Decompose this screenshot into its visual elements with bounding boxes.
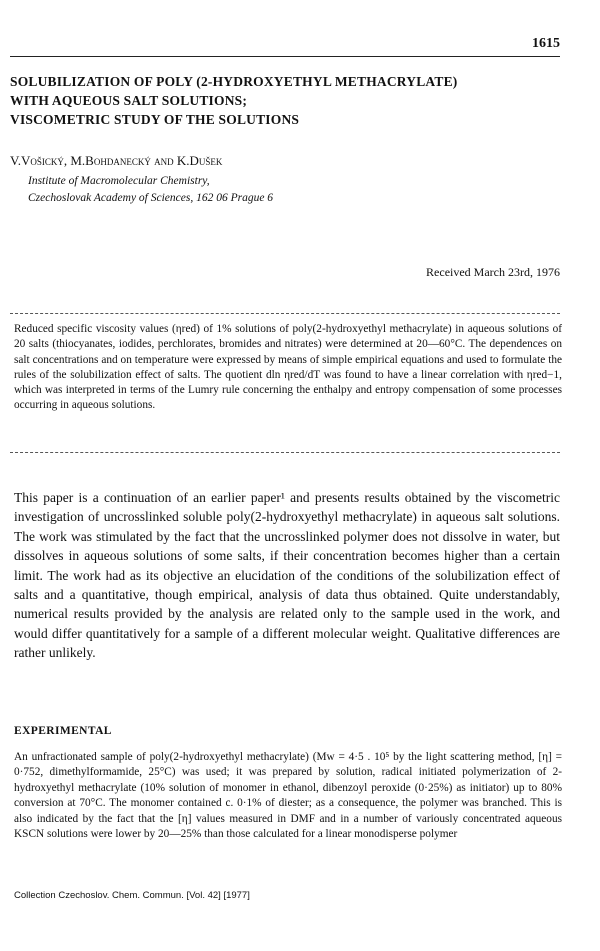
title-line-3: VISCOMETRIC STUDY OF THE SOLUTIONS (10, 112, 300, 127)
section-heading-experimental: EXPERIMENTAL (14, 725, 112, 737)
title-line-1: SOLUBILIZATION OF POLY (2-HYDROXYETHYL METHACRYLATE) (10, 74, 458, 89)
experimental-paragraph: An unfractionated sample of poly(2-hydroxyethyl methacrylate) (Mw = 4·5 . 10⁵ by the light scattering method, [η] = 0·752, dimethylformamide, 25°C) was used; it was prepared by solution, radical initiated polymerization of 2-hydroxyethyl methacrylate (10% solution of monomer in ethanol, dibenzoyl peroxide (0·25%) as initiator) up to 80% conversion at 70°C. The monomer contained c. 0·1% of diester; as a consequence, the polymer was branched. This is also indicated by the fact that the [η] values measured in DMF and in a number of variously concentrated aqueous KSCN solutions were lower by 20—25% than those calculated for a linear monodisperse polymer (14, 751, 562, 841)
page-number: 1615 (532, 36, 560, 51)
intro-paragraph: This paper is a continuation of an earlier paper¹ and presents results obtained by the viscometric investigation of uncrosslinked soluble poly(2-hydroxyethyl methacrylate) in aqueous salt solutions. The work was stimulated by the fact that the uncrosslinked polymer does not dissolve in water, but dissolves in aqueous solutions of some salts, if their concentration becomes higher than a certain limit. The work had as its objective an elucidation of the conditions of the solubilization effect of salts and a quantitative, though empirical, analysis of data thus obtained. Quite understandably, numerical results provided by the analysis are related only to the sample used in the work, and would differ quantitatively for a sample of a different molecular weight. Qualitative differences are rather unlikely. (14, 490, 560, 661)
title-line-2: WITH AQUEOUS SALT SOLUTIONS; (10, 93, 248, 108)
affiliation (28, 173, 273, 207)
article-title (10, 72, 560, 129)
abstract-bottom-rule (10, 452, 560, 453)
affiliation-line-2: Czechoslovak Academy of Sciences, 162 06 Prague 6 (28, 192, 274, 204)
affiliation-line-1: Institute of Macromolecular Chemistry, (28, 175, 210, 187)
authors: V.Vošický, M.Bohdanecký and K.Dušek (10, 153, 223, 168)
abstract: Reduced specific viscosity values (ηred) of 1% solutions of poly(2-hydroxyethyl methacrylate) in aqueous solutions of 20 salts (thiocyanates, iodides, perchlorates, bromides and nitrates) were determined at 20—60°C. The dependences on salt concentrations and on temperature were expressed by means of simple empirical equations and used to formulate the rules of the solubilization effect of salts. The quotient dln ηred/dT was found to have a linear correlation with ηred−1, which was interpreted in terms of the Lumry rule concerning the enthalpy and entropy compensation of some processes occurring in aqueous solutions. (14, 323, 562, 412)
footer-citation: Collection Czechoslov. Chem. Commun. [Vol. 42] [1977] (14, 890, 250, 901)
received-date: Received March 23rd, 1976 (426, 265, 560, 279)
header-rule (10, 56, 560, 57)
abstract-top-rule (10, 313, 560, 314)
